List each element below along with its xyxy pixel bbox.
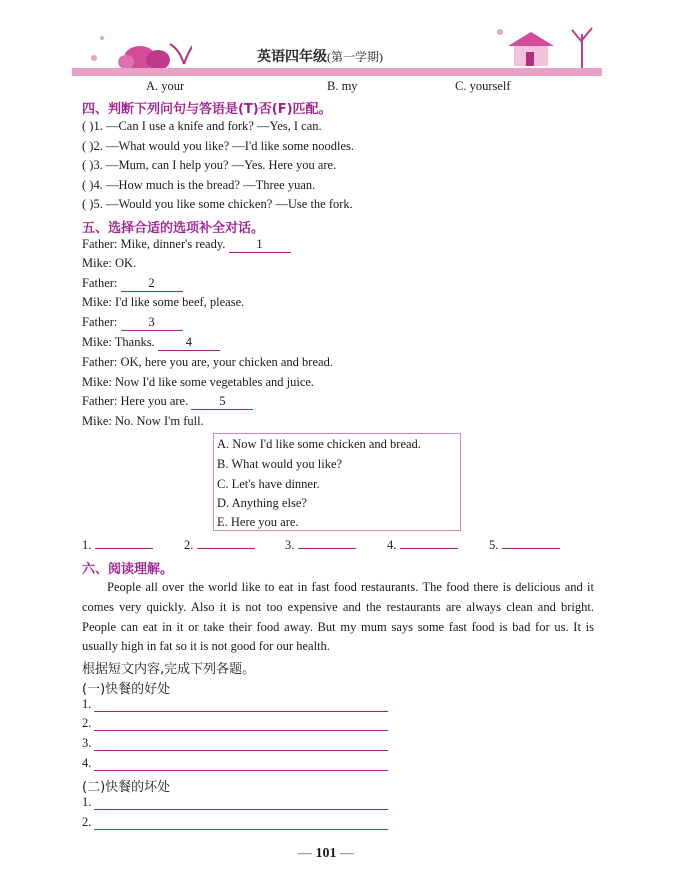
answer-slot: [489, 538, 560, 553]
judge-item: ( )3. —Mum, can I help you? —Yes. Here you are.: [82, 158, 337, 172]
choice-item: B. What would you like?: [217, 457, 343, 471]
answer-label: 3.: [285, 538, 295, 552]
write-line[interactable]: [82, 716, 91, 731]
choice-item: C. Let's have dinner.: [217, 477, 320, 491]
dialogue-text: Father:: [82, 276, 118, 290]
reading-instruction: 根据短文内容,完成下列各题。: [82, 662, 256, 677]
answer-blank[interactable]: [197, 548, 255, 549]
answer-slot: [82, 538, 153, 553]
page-dash-right: —: [340, 846, 354, 861]
dialogue-text: Mike: No. Now I'm full.: [82, 414, 204, 428]
option-b: B. my: [327, 79, 358, 93]
dialogue-line: [82, 276, 183, 292]
dialogue-line: [82, 394, 253, 410]
page-number: [298, 846, 354, 862]
choice-item: A. Now I'd like some chicken and bread.: [217, 437, 421, 451]
judge-item: ( )1. —Can I use a knife and fork? —Yes, I can.: [82, 119, 322, 133]
write-line[interactable]: [82, 795, 91, 810]
page-dash-left: —: [298, 846, 312, 861]
choice-box: [213, 433, 461, 531]
option-a: A. your: [146, 79, 185, 93]
choice-item: E. Here you are.: [217, 515, 299, 529]
dialogue-text: Father: OK, here you are, your chicken and bread.: [82, 355, 333, 369]
dialogue-blank[interactable]: 1: [229, 237, 291, 253]
judge-item: ( )4. —How much is the bread? —Three yuan.: [82, 178, 316, 192]
dialogue-text: Father:: [82, 315, 118, 329]
dialogue-text: Father: Here you are.: [82, 394, 189, 408]
dialogue-line: [82, 295, 244, 310]
answer-blank[interactable]: [400, 548, 458, 549]
dialogue-line: [82, 414, 204, 429]
dialogue-text: Father: Mike, dinner's ready.: [82, 237, 226, 251]
write-line-label: 2.: [82, 815, 92, 829]
dialogue-line: [82, 256, 136, 271]
dialogue-blank[interactable]: 3: [121, 315, 183, 331]
write-line[interactable]: [82, 697, 91, 712]
dialogue-line: [82, 315, 183, 331]
dialogue-blank[interactable]: 5: [191, 394, 253, 410]
answer-slot: [184, 538, 255, 553]
write-line-label: 2.: [82, 716, 92, 730]
section5-title: 五、选择合适的选项补全对话。: [82, 221, 265, 236]
dialogue-line: [82, 237, 291, 253]
answer-blank[interactable]: [95, 548, 153, 549]
write-line-label: 4.: [82, 756, 92, 770]
answer-blank[interactable]: [502, 548, 560, 549]
header-title: [257, 46, 383, 66]
choice-item: D. Anything else?: [217, 496, 307, 510]
option-c: C. yourself: [455, 79, 511, 93]
book-title: 英语四年级: [257, 49, 327, 65]
section6-title: 六、阅读理解。: [82, 562, 174, 577]
answer-label: 5.: [489, 538, 499, 552]
book-subtitle: (第一学期): [327, 50, 383, 64]
write-line[interactable]: [82, 815, 91, 830]
dialogue-text: Mike: I'd like some beef, please.: [82, 295, 245, 309]
header-decoration-left: [72, 12, 192, 72]
answer-label: 1.: [82, 538, 92, 552]
write-line-label: 1.: [82, 697, 92, 711]
reading-passage: People all over the world like to eat in fast food restaurants. The food there is delicious and it comes very quickly. Also it is not too expensive and the restaurants are always clean and bright. People can eat in it or take their food away. But my mum says some fast food is bad for us. It is usually high in fat so it is not good for our health.: [82, 580, 594, 654]
dialogue-text: Mike: Now I'd like some vegetables and juice.: [82, 375, 315, 389]
write-line[interactable]: [82, 756, 91, 771]
page-header: [72, 12, 602, 76]
dialogue-text: Mike: OK.: [82, 256, 137, 270]
part2-title: (二)快餐的坏处: [82, 780, 171, 795]
dialogue-blank[interactable]: 4: [158, 335, 220, 351]
dialogue-line: [82, 335, 220, 351]
header-band: [72, 68, 602, 76]
write-line[interactable]: [82, 736, 91, 751]
answer-slot: [285, 538, 356, 553]
answer-label: 2.: [184, 538, 194, 552]
answer-slot: [387, 538, 458, 553]
dialogue-text: Mike: Thanks.: [82, 335, 155, 349]
answer-label: 4.: [387, 538, 397, 552]
page-number-value: 101: [315, 846, 337, 861]
answer-blank[interactable]: [298, 548, 356, 549]
write-line-label: 3.: [82, 736, 92, 750]
judge-item: ( )2. —What would you like? —I'd like some noodles.: [82, 139, 354, 153]
header-decoration-right: [492, 12, 602, 72]
judge-item: ( )5. —Would you like some chicken? —Use the fork.: [82, 197, 353, 211]
write-line-label: 1.: [82, 795, 92, 809]
dialogue-blank[interactable]: 2: [121, 276, 183, 292]
dialogue-line: [82, 375, 314, 390]
section4-title: 四、判断下列问句与答语是(T)否(F)匹配。: [82, 102, 332, 117]
dialogue-line: [82, 355, 333, 370]
part1-title: (一)快餐的好处: [82, 682, 171, 697]
